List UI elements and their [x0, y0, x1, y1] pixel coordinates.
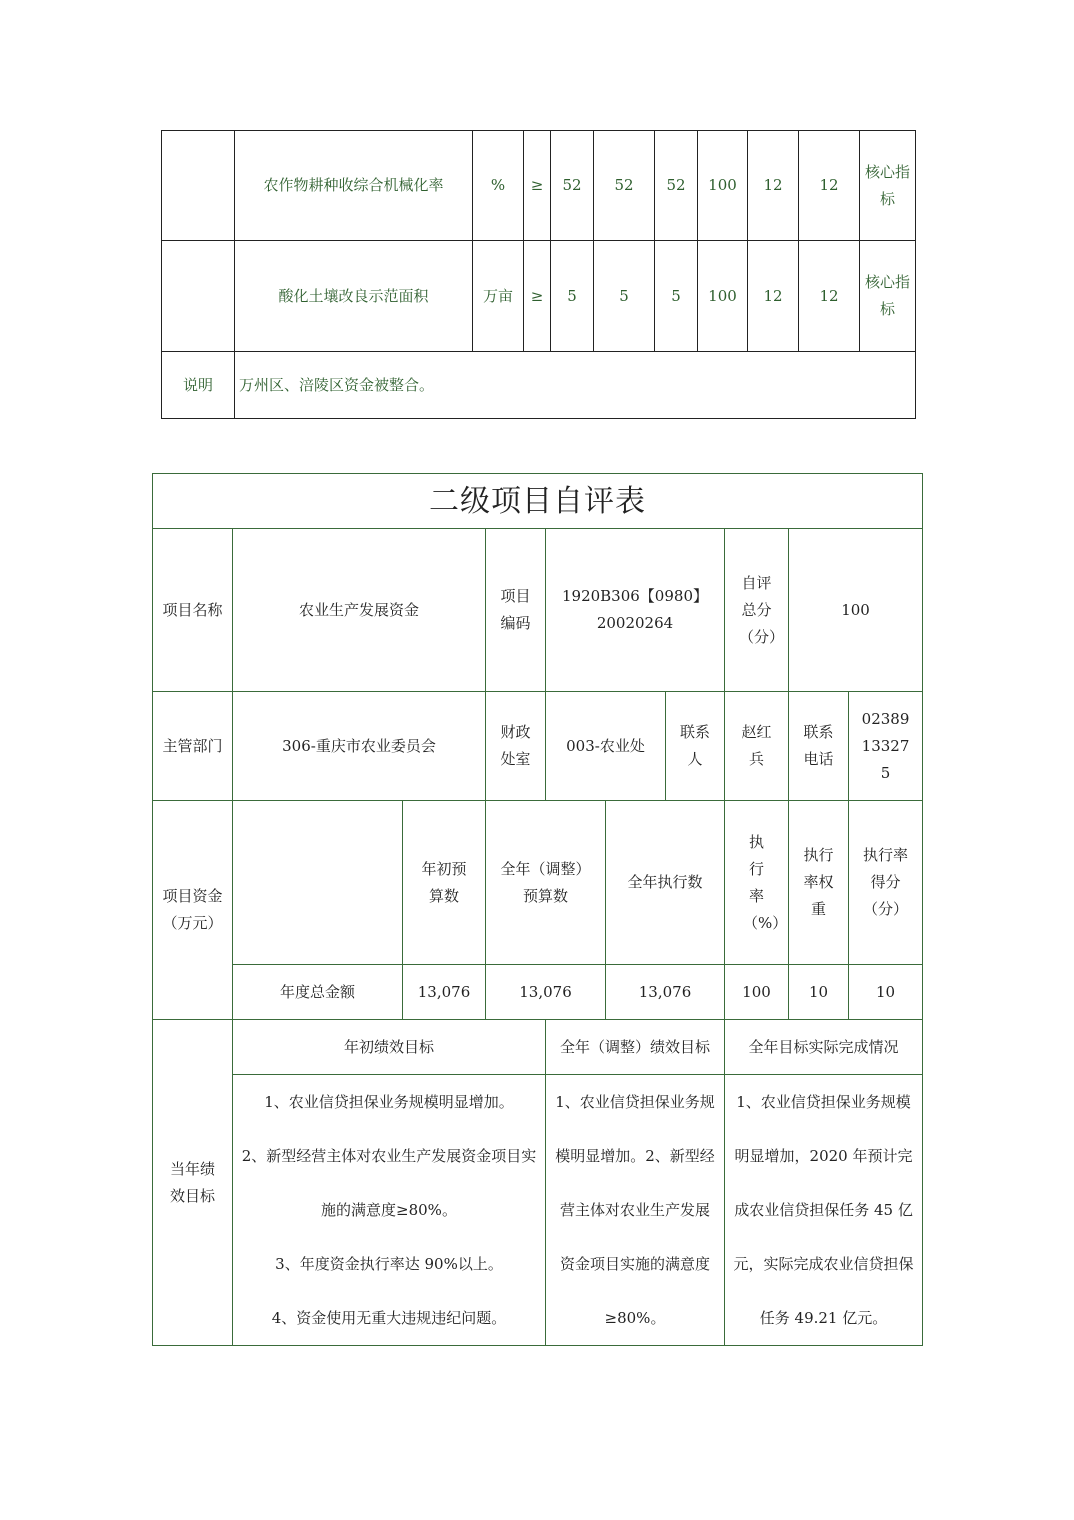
indicator-operator: ≥ — [524, 131, 551, 241]
table-row — [162, 352, 916, 419]
table-row — [153, 965, 923, 1020]
office-label: 财政处室 — [486, 692, 546, 801]
project-code-label: 项目编码 — [486, 529, 546, 692]
project-code — [546, 529, 725, 692]
goals-header-initial: 年初绩效目标 — [233, 1020, 546, 1075]
table-row — [153, 801, 923, 965]
funds-header-initial: 年初预算数 — [403, 801, 486, 965]
table-row — [153, 474, 923, 529]
indicator-value: 5 — [551, 241, 594, 352]
indicator-value: 5 — [655, 241, 698, 352]
empty-cell — [162, 241, 235, 352]
indicator-name: 农作物耕种收综合机械化率 — [235, 131, 473, 241]
goals-header-actual: 全年目标实际完成情况 — [725, 1020, 923, 1075]
office-value: 003-农业处 — [546, 692, 666, 801]
contact-value: 赵红兵 — [725, 692, 789, 801]
funds-header-rate: 执行率（%） — [725, 801, 789, 965]
note-label: 说明 — [162, 352, 235, 419]
goal-item: 1、农业信贷担保业务规模明显增加。 — [264, 1093, 514, 1111]
funds-executed: 13,076 — [606, 965, 725, 1020]
project-evaluation-table — [152, 473, 923, 1346]
indicator-value: 12 — [748, 241, 799, 352]
indicator-name: 酸化土壤改良示范面积 — [235, 241, 473, 352]
indicator-tag: 核心指标 — [860, 131, 916, 241]
goals-initial — [233, 1075, 546, 1346]
dept-value: 306-重庆市农业委员会 — [233, 692, 486, 801]
goals-label: 当年绩效目标 — [153, 1020, 233, 1346]
indicator-operator: ≥ — [524, 241, 551, 352]
funds-header-executed: 全年执行数 — [606, 801, 725, 965]
table-row — [162, 131, 916, 241]
project-name: 农业生产发展资金 — [233, 529, 486, 692]
project-code-line: 1920B306【0980】 — [561, 587, 708, 605]
table-row — [162, 241, 916, 352]
score-label: 自评总分（分） — [725, 529, 789, 692]
phone-value: 02389133275 — [849, 692, 923, 801]
empty-cell — [233, 801, 403, 965]
indicator-table — [161, 130, 916, 419]
contact-label: 联系人 — [666, 692, 725, 801]
indicator-value: 100 — [698, 241, 748, 352]
dept-label: 主管部门 — [153, 692, 233, 801]
funds-adjusted: 13,076 — [486, 965, 606, 1020]
funds-rate: 100 — [725, 965, 789, 1020]
indicator-value: 12 — [748, 131, 799, 241]
table-row — [153, 1075, 923, 1346]
indicator-unit: 万亩 — [473, 241, 524, 352]
goals-actual: 1、农业信贷担保业务规模明显增加，2020 年预计完成农业信贷担保任务 45 亿元，实际完成农业信贷担保任务 49.21 亿元。 — [725, 1075, 923, 1346]
funds-label: 项目资金（万元） — [153, 801, 233, 1020]
indicator-unit: % — [473, 131, 524, 241]
funds-row-label: 年度总金额 — [233, 965, 403, 1020]
goals-header-adjusted: 全年（调整）绩效目标 — [546, 1020, 725, 1075]
note-text: 万州区、涪陵区资金被整合。 — [235, 352, 916, 419]
table-row — [153, 692, 923, 801]
funds-initial: 13,076 — [403, 965, 486, 1020]
funds-header-weight: 执行率权重 — [789, 801, 849, 965]
funds-score: 10 — [849, 965, 923, 1020]
indicator-value: 12 — [799, 131, 860, 241]
table-row — [153, 1020, 923, 1075]
indicator-value: 12 — [799, 241, 860, 352]
indicator-value: 52 — [655, 131, 698, 241]
funds-weight: 10 — [789, 965, 849, 1020]
goal-item: 4、资金使用无重大违规违纪问题。 — [271, 1309, 507, 1327]
indicator-value: 5 — [594, 241, 655, 352]
page-title: 二级项目自评表 — [153, 474, 923, 529]
score-value: 100 — [789, 529, 923, 692]
phone-label: 联系电话 — [789, 692, 849, 801]
goal-item: 2、新型经营主体对农业生产发展资金项目实施的满意度≥80%。 — [241, 1147, 537, 1219]
funds-header-score: 执行率得分（分） — [849, 801, 923, 965]
project-name-label: 项目名称 — [153, 529, 233, 692]
project-code-line: 20020264 — [596, 614, 674, 632]
indicator-value: 100 — [698, 131, 748, 241]
goals-adjusted: 1、农业信贷担保业务规模明显增加。2、新型经营主体对农业生产发展资金项目实施的满意度≥80%。 — [546, 1075, 725, 1346]
empty-cell — [162, 131, 235, 241]
funds-header-adjusted: 全年（调整）预算数 — [486, 801, 606, 965]
goal-item: 3、年度资金执行率达 90%以上。 — [275, 1255, 503, 1273]
indicator-value: 52 — [551, 131, 594, 241]
table-row — [153, 529, 923, 692]
indicator-value: 52 — [594, 131, 655, 241]
indicator-tag: 核心指标 — [860, 241, 916, 352]
